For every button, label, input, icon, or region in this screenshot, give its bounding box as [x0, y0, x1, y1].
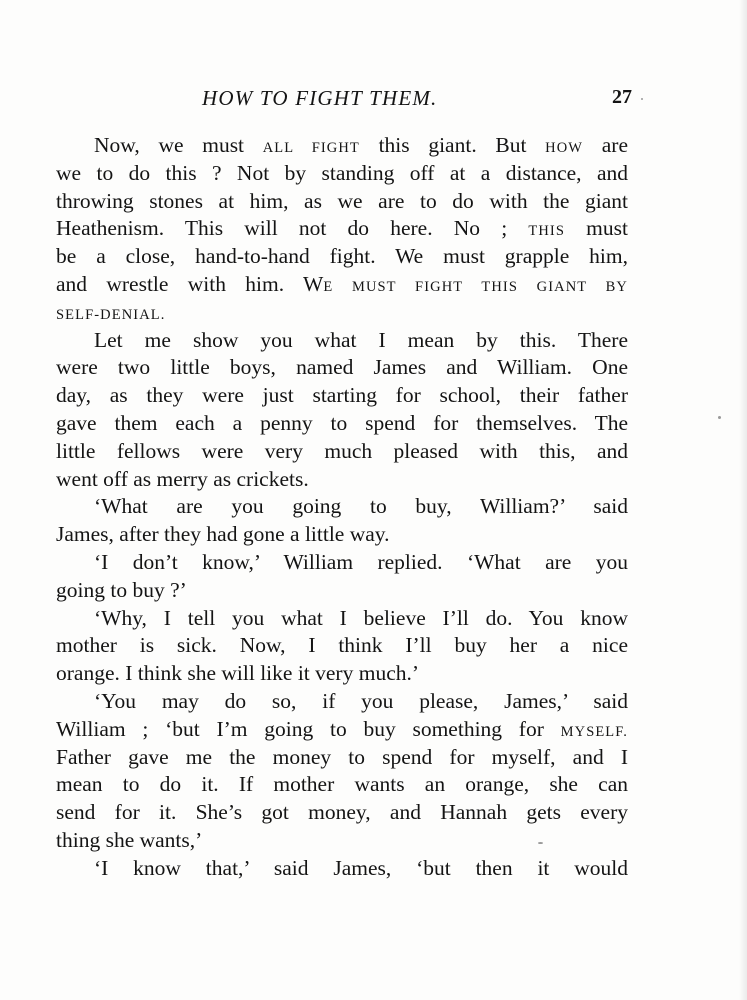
text-line: [56, 577, 628, 605]
text-line: [56, 605, 628, 633]
text-run: Let me show you what I mean by this. There: [94, 327, 628, 352]
text-line: [56, 688, 628, 716]
text-run: Heathenism. This will not do here. No ;: [56, 216, 529, 241]
text-run: went off as merry as crickets.: [56, 466, 309, 491]
text-line: [56, 716, 628, 744]
text-run: we to do this ? Not by standing off at a distance, and: [56, 160, 628, 185]
text-run: and wrestle with him. W: [56, 271, 324, 296]
text-line: [56, 466, 628, 494]
text-line: [56, 827, 628, 855]
text-run: must: [564, 216, 628, 241]
text-run: this giant. But: [359, 133, 546, 157]
text-run: thing she wants,’: [56, 827, 203, 852]
text-line: [56, 271, 628, 299]
text-run: James, after they had gone a little way.: [56, 522, 390, 547]
text-run: ‘What are you going to buy, William?’ said: [94, 494, 628, 519]
small-caps-run: ALL FIGHT: [262, 140, 360, 156]
text-run: Father gave me the money to spend for myself, and I: [56, 744, 628, 769]
text-line: [56, 382, 628, 410]
text-run: Now, we must: [94, 133, 263, 157]
paper-speck: [538, 842, 543, 844]
text-line: [56, 132, 628, 160]
text-line: [56, 327, 628, 355]
text-line: [56, 354, 628, 382]
text-run: ‘You may do so, if you please, James,’ said: [94, 688, 628, 713]
text-run: throwing stones at him, as we are to do with the giant: [56, 188, 628, 213]
text-run: gave them each a penny to spend for themselves. The: [56, 410, 628, 435]
text-line: [56, 243, 628, 271]
text-line: [56, 215, 628, 243]
text-line: [56, 744, 628, 772]
text-run: day, as they were just starting for school, their father: [56, 383, 628, 408]
text-run: mean to do it. If mother wants an orange, she can: [56, 772, 628, 797]
page-number: 27: [612, 86, 632, 108]
paper-speck: [718, 416, 721, 419]
text-run: send for it. She’s got money, and Hannah gets every: [56, 800, 628, 825]
running-head: [56, 86, 632, 116]
text-line: [56, 660, 628, 688]
text-line: [56, 299, 628, 327]
small-caps-run: HOW: [545, 140, 584, 156]
text-run: little fellows were very much pleased with this, and: [56, 438, 628, 463]
text-run: going to buy ?’: [56, 577, 187, 602]
text-line: [56, 549, 628, 577]
small-caps-run: THIS: [528, 223, 565, 240]
text-line: [56, 632, 628, 660]
text-run: mother is sick. Now, I think I’ll buy her a nice: [56, 633, 628, 658]
text-line: [56, 493, 628, 521]
text-line: [56, 799, 628, 827]
small-caps-run: MYSELF.: [560, 723, 628, 740]
text-line: [56, 438, 628, 466]
text-run: ‘I don’t know,’ William replied. ‘What are you: [94, 549, 628, 574]
text-line: [56, 855, 628, 883]
text-run: are: [583, 133, 629, 157]
text-line: [56, 188, 628, 216]
text-run: ‘I know that,’ said James, ‘but then it would: [94, 855, 628, 880]
text-run: ‘Why, I tell you what I believe I’ll do. You know: [94, 605, 628, 630]
paper-speck: [641, 98, 643, 100]
small-caps-run: E MUST FIGHT THIS GIANT BY: [323, 278, 628, 295]
text-run: be a close, hand-to-hand fight. We must grapple him,: [56, 244, 628, 269]
text-line: [56, 160, 628, 188]
text-line: [56, 410, 628, 438]
text-run: orange. I think she will like it very much.’: [56, 661, 420, 686]
text-line: [56, 771, 628, 799]
small-caps-run: SELF-DENIAL.: [56, 306, 166, 323]
text-run: William ; ‘but I’m going to buy something for: [56, 716, 561, 741]
text-line: [56, 521, 628, 549]
body-text: [56, 132, 628, 883]
text-run: were two little boys, named James and William. One: [56, 355, 628, 380]
running-title: HOW TO FIGHT THEM.: [202, 86, 438, 110]
page-edge-shadow: [739, 0, 747, 1000]
